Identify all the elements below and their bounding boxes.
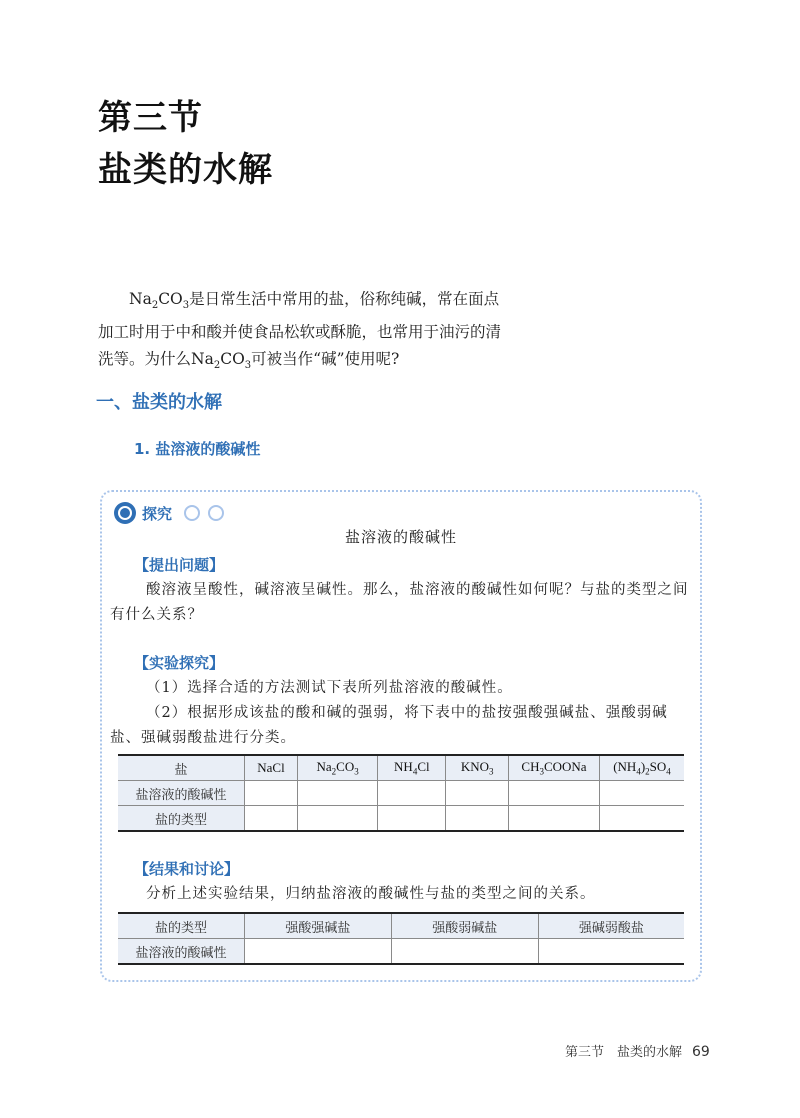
experiment-step-2: （2）根据形成该盐的酸和碱的强弱，将下表中的盐按强酸强碱盐、强酸弱碱盐、强碱弱酸盐进行分类。 — [110, 705, 668, 746]
table-cell — [245, 939, 392, 965]
table-cell — [297, 806, 377, 832]
table-cell — [538, 939, 684, 965]
table-cell — [245, 806, 298, 832]
table-cell — [509, 781, 600, 806]
table-cell — [297, 781, 377, 806]
result-heading: 【结果和讨论】 — [134, 860, 240, 878]
salt-na2co3: $Na_2CO_3$ — [297, 755, 377, 781]
table-cell — [245, 781, 298, 806]
salt-table — [118, 754, 684, 832]
table-cell — [600, 781, 685, 806]
inquiry-label: 探究 — [142, 504, 173, 523]
table-cell — [509, 806, 600, 832]
section-heading: 一、盐类的水解 — [96, 392, 222, 413]
question-text: 酸溶液呈酸性，碱溶液呈碱性。那么，盐溶液的酸碱性如何呢？与盐的类型之间有什么关系？ — [110, 582, 689, 623]
footer-text: 第三节 盐类的水解 — [565, 1045, 683, 1060]
table-cell — [446, 806, 509, 832]
salt-nacl: NaCl — [245, 755, 298, 781]
page-number: 69 — [692, 1044, 710, 1060]
row-label: 盐溶液的酸碱性 — [118, 939, 245, 965]
table-cell — [446, 781, 509, 806]
row-label: 盐的类型 — [118, 806, 245, 832]
table-cell — [391, 939, 538, 965]
circle-icon — [184, 505, 200, 521]
salt-ch3coona: $CH_3COONa$ — [509, 755, 600, 781]
salt-nh4-2so4: $(NH_4)_2SO_4$ — [600, 755, 685, 781]
chapter-title: 盐类的水解 — [98, 150, 273, 190]
col-header: 强碱弱酸盐 — [538, 913, 684, 939]
intro-paragraph: $Na_2CO_3$是日常生活中常用的盐，俗称纯碱，常在面点加工时用于中和酸并使食品松软或酥脆，也常用于油污的清洗等。为什么$Na_2CO_3$可被当作“碱”使用呢? — [98, 290, 502, 372]
type-table — [118, 912, 684, 965]
question-heading: 【提出问题】 — [134, 556, 225, 574]
experiment-step-1: （1）选择合适的方法测试下表所列盐溶液的酸碱性。 — [146, 680, 513, 696]
table-cell — [600, 806, 685, 832]
salt-kno3: $KNO_3$ — [446, 755, 509, 781]
subsection-heading: 1. 盐溶液的酸碱性 — [134, 440, 261, 458]
col-header: 强酸弱碱盐 — [391, 913, 538, 939]
result-text: 分析上述实验结果，归纳盐溶液的酸碱性与盐的类型之间的关系。 — [146, 886, 596, 902]
row-label: 盐溶液的酸碱性 — [118, 781, 245, 806]
table-cell — [378, 806, 446, 832]
table-header: 盐的类型 — [118, 913, 245, 939]
inquiry-header — [114, 502, 224, 524]
col-header: 强酸强碱盐 — [245, 913, 392, 939]
target-icon — [114, 502, 136, 524]
inquiry-title: 盐溶液的酸碱性 — [344, 528, 457, 546]
chapter-number: 第三节 — [98, 98, 203, 138]
table-header: 盐 — [118, 755, 245, 781]
salt-nh4cl: $NH_4Cl$ — [378, 755, 446, 781]
page-footer — [565, 1041, 710, 1060]
circle-icon — [208, 505, 224, 521]
experiment-heading: 【实验探究】 — [134, 654, 225, 672]
inquiry-box — [100, 490, 702, 982]
table-cell — [378, 781, 446, 806]
